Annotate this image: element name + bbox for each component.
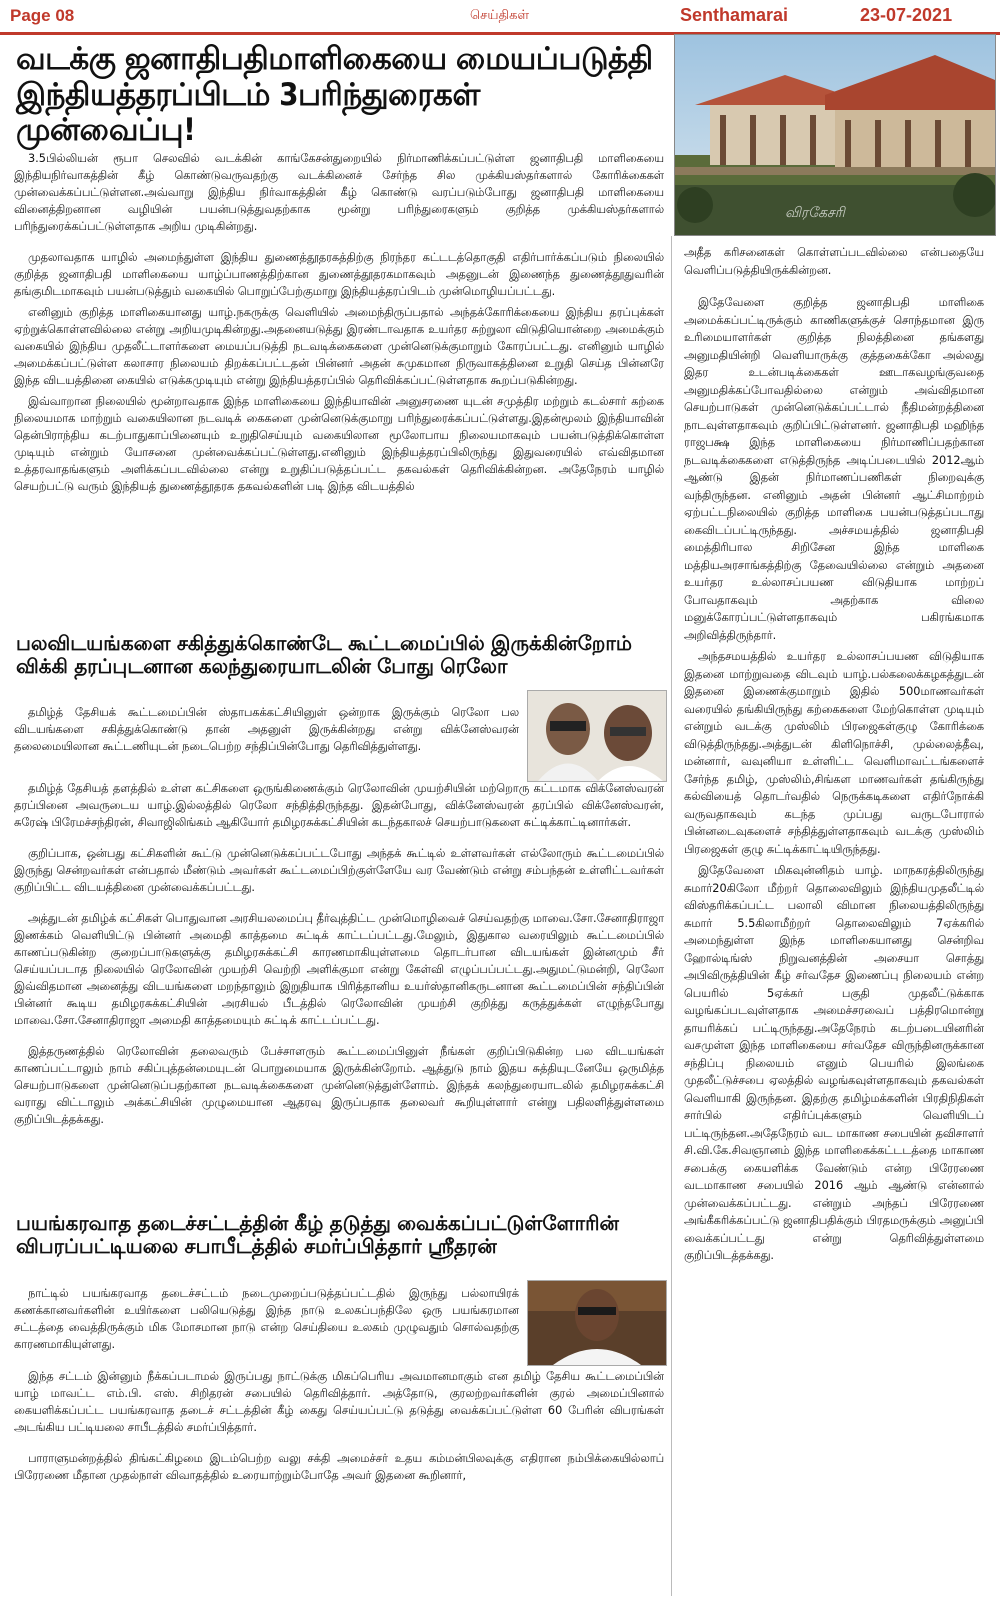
article3-paragraph: இந்த சட்டம் இன்னும் நீக்கப்படாமல் இருப்பது நாட்டுக்கு மிகப்பெரிய அவமானமாகும் என தமிழ் தேசிய கூட்டமைப்பின் யாழ் மாவட்ட எம்.பி. எஸ். சிறிதரன் சபையில் தெரிவித்தார். அத்தோடு, குரலற்றவர்களின் குரல் அமைப்பினால் கையளிக்கப்பட்ட பயங்கரவாத தடைச் சட்டத்தின் கீழ் கைது செய்யப்பட்டு தடுத்து வைக்கப்பட்டுள்ள 60 பேரின் விபரங்கள் அடங்கிய பட்டியலை சாபீடத்தில் சமர்ப்பித்தார். (14, 1370, 664, 1434)
leaders-photo (527, 690, 667, 782)
column-divider (671, 236, 672, 1596)
speaker-photo (527, 1280, 667, 1366)
article1-paragraph: எனினும் குறித்த மாளிகையானது யாழ்.நகருக்கு வெளியில் அமைந்திருப்பதால் அந்தக்கோரிக்கையை இந்திய தரப்புக்கள் ஏற்றுக்கொள்ளவில்லை என்று அறியமுடிகின்றது.அதனையடுத்து இரண்டாவதாக உயர்தர சுற்றுலா விடுதியொன்றை அமைக்கும் வகையில் இந்திய முதலீட்டாளர்களை மையப்படுத்தி நடவடிக்கைகளை முன்னெடுக்குமாறும் கோரப்பட்டது. எனினும் யாழில் அமைக்கப்பட்டுள்ள கலாசார நிலையம் திறக்கப்பட்டதன் பின்னர் அதன் சுமுகமான நிருவாகத்தினை உறுதி செய்த பின்னரே இந்த விடயத்தினை கையில் எடுக்கமுடியும் என்று இந்தியத்தரப்பில் தெரிவிக்கப்பட்டுள்ளதாக கூறப்படுகின்றது. (14, 306, 664, 387)
article1-right-paragraph: இதேவேளை குறித்த ஜனாதிபதி மாளிகை அமைக்கப்பட்டிருக்கும் காணிகளுக்குச் சொந்தமான இரு உரிமையாளர்கள் குறித்த நிலத்தினை தங்களது அனுமதியின்றி வெளியாருக்கு குத்தகைக்கோ அல்லது இதர உடன்படிக்கைகள் ஊடாகவழங்குவதை அனுமதிக்கப்போவதில்லை என்றும் அவ்விதமான செயற்பாடுகள் முன்னெடுக்கப்பட்டால் நீதிமன்றத்தினை நாடவுள்ளதாகவும் குறிப்பிட்டுள்ளனர். ஜனாதிபதி மஹிந்த ராஜபக்ஷ இந்த மாளிகையை நிர்மாணிப்பதற்கான நடவடிக்கைகளை எடுத்திருந்த அடிப்படையில் 2012ஆம் ஆண்டு இதன் நிர்மாணப்பணிகள் நிறைவுக்கு வந்திருந்தன. எனினும் அதன் பின்னர் ஆட்சிமாற்றம் ஏற்பட்டநிலையில் குறித்த மாளிகை பயன்படுத்தப்படாது கைவிடப்பட்டிருந்தது. அச்சமயத்தில் ஜனாதிபதி மைத்திரிபால சிறிசேன இந்த மாளிகை மத்தியஅரசாங்கத்திற்கு தேவையில்லை என்றும் அதனை உயர்தர உல்லாசப்பயண விடுதியாக மாற்றப் போவதாகவும் அதற்காக விலை மனுக்கோரப்பட்டுள்ளதாகவும் பகிரங்கமாக அறிவித்திருந்தார். (684, 296, 984, 642)
masthead (0, 0, 1000, 35)
article1-body (14, 150, 664, 620)
article2-paragraph: குறிப்பாக, ஒன்பது கட்சிகளின் கூட்டு முன்னெடுக்கப்பட்டபோது அந்தக் கூட்டில் உள்ளவர்கள் எல்லோரும் கூட்டமைப்பில் இருந்து சென்றவர்கள் என்பதால் மீண்டும் அவர்கள் கூட்டமைப்பிற்குள்ளேயே வர வேண்டும் என்று சம்பந்தன் உள்ளிட்டவர்கள் குறிப்பிட்ட விடயத்தினை முன்வைக்கப்பட்டது. (14, 847, 664, 894)
article2-body (14, 780, 664, 1200)
leaders-photo-image (528, 691, 666, 781)
article1-continued-top: அதீத கரிசனைகள் கொள்ளப்படவில்லை என்பதையே வெளிப்படுத்தியிருக்கின்றன. (684, 246, 984, 277)
article3-headline: பயங்கரவாத தடைச்சட்டத்தின் கீழ் தடுத்து வைக்கப்பட்டுள்ளோரின் விபரப்பட்டியலை சபாபீடத்தில் சமர்ப்பித்தார் ஸ்ரீதரன் (16, 1211, 619, 1258)
page-number: Page 08 (10, 6, 75, 25)
photo-watermark: விரகேசரி (785, 205, 845, 221)
speaker-photo-image (528, 1281, 666, 1365)
palace-photo (674, 34, 996, 236)
article3-paragraph: பாராளுமன்றத்தில் திங்கட்கிழமை இடம்பெற்ற வலு சக்தி அமைச்சர் உதய கம்மன்பிலவுக்கு எதிரான நம்பிக்கையில்லாப் பிரேரணை மீதான முதல்நாள் விவாதத்தில் உரையாற்றும்போதே அவர் இதனை கூறினார், (14, 1452, 664, 1482)
article3-lead (14, 1285, 519, 1360)
article3-body (14, 1368, 664, 1588)
article1-right-paragraph: அந்தசமயத்தில் உயர்தர உல்லாசப்பயண விடுதியாக இதனை மாற்றுவதை விடவும் யாழ்.பல்கலைக்கழகத்துடன் இதனை இணைக்குமாறும் இதில் 500மாணவர்கள் வரையில் தங்கியிருந்து கற்கைகளை மேற்கொள்ள முடியும் என்றும் வடக்கு முஸ்லிம் பிரஜைகள்குழு கோரிக்கை விடுத்திருந்தது.அத்துடன் கிளிநொச்சி, முல்லைத்தீவு, மன்னார், வவுனியா உள்ளிட்ட வெளிமாவட்டங்களைச் சேர்ந்த தமிழ், முஸ்லிம்,சிங்கள மாணவர்கள் தங்கிருந்து கல்வியைத் தொடர்வதில் நெருக்கடிகளை எதிர்நோக்கி வருவதாகவும் கடந்த முப்பது வருடபோரால் பின்னடைவுகளைச் சந்தித்துள்ளதாகவும் வடக்கு முஸ்லிம் பிரஜைகள் குழு சுட்டிக்காட்டியிருந்தது. (684, 650, 984, 856)
article1-paragraph: இவ்வாறான நிலையில் மூன்றாவதாக இந்த மாளிகையை இந்தியாவின் அனுசரணை யுடன் சமுத்திர மற்றும் கடல்சார் கற்கை நிலையமாக மாற்றும் வகையிலான நடவடிக் கைகளை முன்னெடுக்குமாறு பரிந்துரைக்கப்பட்டுள்ளது.இதன்மூலம் இந்தியாவின் தென்பிராந்திய கடற்பாதுகாப்பினையும் உறுதிசெய்யும் வகையிலான மூலோபாய நிலையமாகவும் பயன்படுத்திக்கொள்ள முடியும் என்றும் யோசனை முன்வைக்கப்பட்டுள்ளது.எனினும் இந்தியத்தரப்பிலிருந்து இதுவரையில் எவ்விதமான உத்தரவாதங்களும் அளிக்கப்படவில்லை என்று உறுதிப்படுத்தப்பட்ட தகவல்கள் தெரிவிக்கின்றன. அதேநேரம் யாழில் செயற்பட்டு வரும் இந்தியத் துணைத்தூதரக தகவல்களின் படி இந்த விடயத்தில் (14, 395, 664, 493)
paper-name: Senthamarai (680, 5, 789, 25)
article1-paragraph: முதலாவதாக யாழில் அமைந்துள்ள இந்திய துணைத்தூதரகத்திற்கு நிரந்தர கட்டடத்தொகுதி எதிர்பார்க்கப்படும் நிலையில் குறித்த ஜனாதிபதி மாளிகையை யாழ்ப்பாணத்திற்கான துணைத்தூதரகமாகவும் அதனுடன் இணைந்த துணைத்தூதுவரின் தங்குமிடமாகவும் பயன்படுத்தும் வகையில் பொறுப்பேற்குமாறு இந்தியத்தரப்பிடம் முன்மொழியப்பட்டது. (14, 251, 664, 298)
article3-lead-paragraph: நாட்டில் பயங்கரவாத தடைச்சட்டம் நடைமுறைப்படுத்தப்பட்டதில் இருந்து பல்லாயிரக் கணக்கானவர்களின் உயிர்களை பலியெடுத்து இந்த நாடு உலகப்பந்திலே ஒரு பயங்கரமான சட்டத்தை வைத்திருக்கும் மிக மோசமான நாடு என்ற செய்தியை உலகம் முழுவதும் சொல்வதற்கு காரணமாகியுள்ளது. (14, 1287, 519, 1351)
section-name: செய்திகள் (470, 8, 530, 23)
article1-paragraph: 3.5பில்லியன் ரூபா செலவில் வடக்கின் காங்கேசன்துறையில் நிர்மாணிக்கப்பட்டுள்ள ஜனாதிபதி மாளிகையை இந்தியநிர்வாகத்தின் கீழ் கொண்டுவருவதற்கு வடக்கினைச் சேர்ந்த சில முக்கியஸ்தர்களால் கோரிக்கைகள் முன்வைக்கப்பட்டுள்ளன.அவ்வாறு இந்திய நிர்வாகத்தின் கீழ் கொண்டு வரப்படும்போது ஜனாதிபதி மாளிகையை வினைத்திறனான வழியின் பயன்படுத்துவதற்காக மூன்று பரிந்துரைகளும் குறித்த முக்கியஸ்தர்களால் பரிந்துரைக்கப்பட்டுள்ளதாக அறிய முடிகின்றது. (14, 152, 664, 233)
article1-right-paragraph: இதேவேளை மிகவுன்னிதம் யாழ். மாநகரத்திலிருந்து சுமார்20கிலோ மீற்றர் தொலைவிலும் இந்தியமுதலீட்டில் விஸ்தரிக்கப்பட்ட பலாலி விமான நிலையத்திலிருந்து சுமார் 5.5கிலாமீற்றர் தொலைவிலும் 7ஏக்கரில் அமைந்துள்ள இந்த மாளிகையானது சென்றிவ ஹோல்டிங்ஸ் நிறுவனத்தின் அசையா சொத்து அபிவிருத்தியின் கீழ் சர்வதேச இணைப்பு நிலையம் என்ற பெயரில் 5ஏக்கர் பகுதி முதலீட்டுக்காக வழங்கப்படவுள்ளதாக அமைச்சரவைப் பத்திரமொன்று தாயரிக்கப் பட்டிருந்தது.அதேநேரம் கடற்படையினரின் வசமுள்ள இந்த மாளிகையை சர்வதேச விருந்தினருக்கான சந்திப்பு நிலையம் எனும் பெயரில் இலங்கை முதலீட்டுச்சபை ஏலத்தில் வழங்கவுள்ளதாகவும் தகவல்கள் வெளியாகி இருந்தன. இதற்கு தமிழ்மக்களின் பிரதிநிதிகள் சார்பில் எதிர்ப்புக்களும் வெளியிடப் பட்டிருந்தன.அதேநேரம் வட மாகாண சபையின் தவிசாளர் சி.வி.கே.சிவஞானம் இந்த மாளிகைக்கட்டடத்தை மாகாண சபைக்கு கையளிக்க வேண்டும் என்ற பிரேரணை வடமாகாண சபையில் 2016 ஆம் ஆண்டு என்னால் முன்வைக்கப்பட்டது. என்றும் அந்தப் பிரேரணை அங்கீகரிக்கப்பட்டு ஜனாதிபதிக்கும் பிரதமருக்கும் அனுப்பி வைக்கப்பட்டது என்று தெரிவித்துள்ளமை குறிப்பிடத்தக்கது. (684, 864, 984, 1262)
article2-paragraph: தமிழ்த் தேசியத் தளத்தில் உள்ள கட்சிகளை ஒருங்கிணைக்கும் ரெலோவின் முயற்சியின் மற்றொரு கட்டமாக விக்னேஸ்வரன் தரப்பினை அவருடைய யாழ்.இல்லத்தில் ரெலோ சந்தித்திருந்தது. இதன்போது, விக்னேஸ்வரன் தரப்பில் விக்னேஸ்வரன், சுரேஷ் பிரேமச்சந்திரன், சிவாஜிலிங்கம் ஆகியோர் தமிழரசுக்கட்சியின் கடந்தகாலச் செயற்பாடுகளை சுட்டிக்காட்டினார்கள். (14, 782, 664, 829)
article2-paragraph: அத்துடன் தமிழ்க் கட்சிகள் பொதுவான அரசியலமைப்பு தீர்வுத்திட்ட முன்மொழிவைச் செய்வதற்கு மாவை.சோ.சேனாதிராஜா இணக்கம் வெளியிட்டு பின்னர் அமைதி காத்தமை சுட்டிக் காட்டப்பட்டது.மேலும், இதுகால வரையிலும் கூட்டமைப்பில் காணப்படுகின்ற குறைப்பாடுகளுக்கு தமிழரசுக்கட்சி காரணமாகியுள்ளமை தொடர்பான விடயங்கள் இன்னமும் சீர் செய்யப்படாத நிலையில் ரெலோவின் முயற்சி வெற்றி அளிக்குமா என்று கேள்வி எழுப்பப்பட்டது.அதுமட்டுமன்றி, ரெலோ இவ்விதமான அனைத்து விடயங்களை மறந்தாலும் இறுதியாக பிரித்தானிய உயர்ஸ்தானிகருடனான கூட்டமைப்பின் சந்திப்பின் பின்னர் கூடிய தமிழரசுக்கட்சியின் அரசியல் பீடத்தில் ரெலோவின் முயற்சி குறித்து கருத்துக்கள் எழுந்தபோது மாவை.சோ.சேனாதிராஜா அமைதி காத்தமையும் சுட்டிக் காட்டப்பட்டது. (14, 912, 664, 1027)
article2-lead (14, 704, 519, 774)
issue-date: 23-07-2021 (860, 5, 953, 25)
article1-headline: வடக்கு ஜனாதிபதிமாளிகையை மையப்படுத்தி இந்தியத்தரப்பிடம் 3பரிந்துரைகள் முன்வைப்பு! (16, 41, 653, 149)
article2-paragraph: இத்தருணத்தில் ரெலோவின் தலைவரும் பேச்சாளரும் கூட்டமைப்பினுள் நீங்கள் குறிப்பிடுகின்ற பல விடயங்கள் காணப்பட்டாலும் நாம் சகிப்புத்தன்மையுடன் பொறுமையாக இருக்கின்றோம். ஆத்துடு நாம் இதய சுத்தியுடனேயே ஒருமித்த செயற்பாடுகளை முன்னெடுப்பதற்கான நடவடிக்கைகளை முன்னெடுத்துள்ளோம். இந்தக் கலந்துரையாடலில் தமிழரசுக்கட்சி வராது விட்டாலும் அக்கட்சியின் முழுமையான ஆதரவு இருப்பதாக தலைவர் கூறியுள்ளார் என்று பதிலளித்துள்ளமை குறிப்பிடத்தக்கது. (14, 1045, 664, 1126)
article2-lead-paragraph: தமிழ்த் தேசியக் கூட்டமைப்பின் ஸ்தாபகக்கட்சியினுள் ஒன்றாக இருக்கும் ரெலோ பல விடயங்களை சகித்துக்கொண்டு தான் அதனுள் இருக்கின்றது என்று விக்னேஸ்வரன் தலைமையிலான கூட்டணியுடன் நடைபெற்ற சந்திப்பின்போது தெரிவித்துள்ளது. (14, 706, 519, 753)
article1-right-column (684, 294, 984, 1590)
article2-headline: பலவிடயங்களை சகித்துக்கொண்டே கூட்டமைப்பில் இருக்கின்றோம் விக்கி தரப்புடனான கலந்துரையாடலின் போது ரெலோ (16, 631, 632, 678)
